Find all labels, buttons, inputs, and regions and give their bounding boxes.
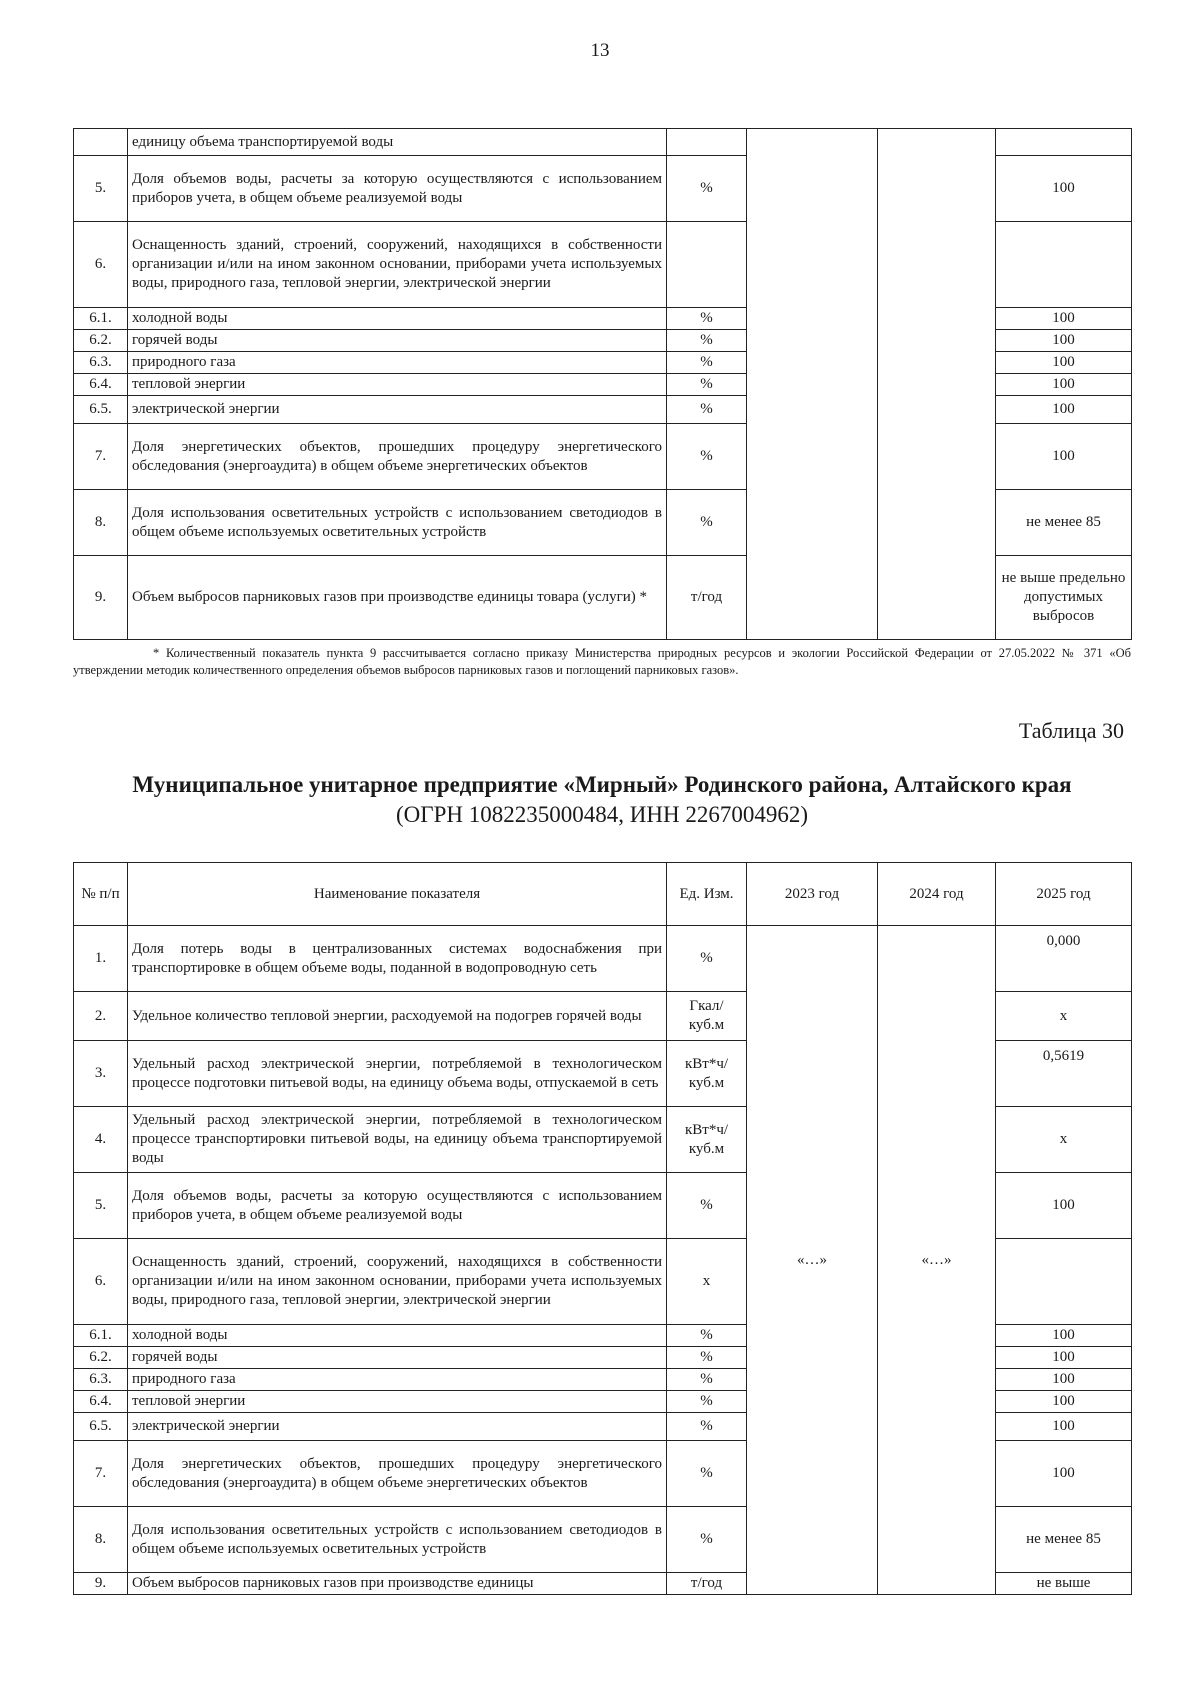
row-name: природного газа <box>128 1369 667 1391</box>
value-2025: 100 <box>996 1413 1132 1441</box>
row-unit: Гкал/ куб.м <box>667 992 747 1041</box>
row-number: 2. <box>74 992 128 1041</box>
row-unit: % <box>667 1441 747 1507</box>
row-unit: % <box>667 156 747 222</box>
row-unit: % <box>667 1507 747 1573</box>
value-2023-cell <box>747 129 878 640</box>
row-name: горячей воды <box>128 330 667 352</box>
row-unit: % <box>667 1347 747 1369</box>
row-unit: % <box>667 352 747 374</box>
organization-ids: (ОГРН 1082235000484, ИНН 2267004962) <box>396 802 808 827</box>
row-name: тепловой энергии <box>128 1391 667 1413</box>
row-unit: % <box>667 308 747 330</box>
value-2025: 0,5619 <box>996 1041 1132 1107</box>
value-2025: 100 <box>996 330 1132 352</box>
row-number: 6.2. <box>74 1347 128 1369</box>
row-unit: % <box>667 396 747 424</box>
row-unit <box>667 129 747 156</box>
value-2025: 100 <box>996 1325 1132 1347</box>
row-name: электрической энергии <box>128 1413 667 1441</box>
row-number: 7. <box>74 1441 128 1507</box>
row-unit: % <box>667 330 747 352</box>
row-number: 9. <box>74 556 128 640</box>
row-unit: % <box>667 374 747 396</box>
row-number: 7. <box>74 424 128 490</box>
row-unit: % <box>667 1391 747 1413</box>
row-unit <box>667 222 747 308</box>
value-2024-merged: «…» <box>878 926 996 1595</box>
row-number <box>74 129 128 156</box>
row-number: 3. <box>74 1041 128 1107</box>
row-name: холодной воды <box>128 1325 667 1347</box>
row-number: 1. <box>74 926 128 992</box>
value-2025: 100 <box>996 1441 1132 1507</box>
table-header-row <box>74 863 1132 926</box>
row-unit: % <box>667 490 747 556</box>
value-2025: 100 <box>996 1347 1132 1369</box>
row-name: Оснащенность зданий, строений, сооружений, находящихся в собственности организации и/или на ином законном основании, приборами учета используемых воды, природного газа, тепловой энергии, электрической энергии <box>128 1239 667 1325</box>
header-2024: 2024 год <box>878 863 996 926</box>
row-number: 9. <box>74 1573 128 1595</box>
row-number: 6.4. <box>74 1391 128 1413</box>
value-2025: 100 <box>996 156 1132 222</box>
row-number: 8. <box>74 490 128 556</box>
table-caption: Таблица 30 <box>1018 718 1124 743</box>
indicators-table-30 <box>73 862 1132 1595</box>
value-2025: 100 <box>996 1173 1132 1239</box>
row-unit: % <box>667 1369 747 1391</box>
row-unit: % <box>667 1325 747 1347</box>
value-2025: 100 <box>996 424 1132 490</box>
row-name: Доля потерь воды в централизованных системах водоснабжения при транспортировке в общем объеме воды, поданной в водопроводную сеть <box>128 926 667 992</box>
row-unit: т/год <box>667 556 747 640</box>
table-row <box>74 926 1132 992</box>
header-2023: 2023 год <box>747 863 878 926</box>
table-row <box>74 129 1132 156</box>
row-number: 6.1. <box>74 1325 128 1347</box>
row-number: 6.5. <box>74 1413 128 1441</box>
value-2025: 100 <box>996 1369 1132 1391</box>
row-name: тепловой энергии <box>128 374 667 396</box>
row-number: 5. <box>74 156 128 222</box>
row-name: электрической энергии <box>128 396 667 424</box>
row-name: природного газа <box>128 352 667 374</box>
row-number: 8. <box>74 1507 128 1573</box>
value-2025 <box>996 129 1132 156</box>
indicators-table-continued <box>73 128 1132 640</box>
row-number: 6.3. <box>74 352 128 374</box>
row-name: Доля объемов воды, расчеты за которую осуществляются с использованием приборов учета, в общем объеме реализуемой воды <box>128 156 667 222</box>
footnote: * Количественный показатель пункта 9 рассчитывается согласно приказу Министерства природных ресурсов и экологии Российской Федерации от 27.05.2022 № 371 «Об утверждении методик количественного определения объемов выбросов парниковых газов и поглощений парниковых газов». <box>73 646 1131 677</box>
value-2023-merged: «…» <box>747 926 878 1595</box>
row-unit: % <box>667 1413 747 1441</box>
row-name: горячей воды <box>128 1347 667 1369</box>
row-name: Объем выбросов парниковых газов при производстве единицы товара (услуги) * <box>128 556 667 640</box>
row-number: 6. <box>74 222 128 308</box>
row-name: Доля энергетических объектов, прошедших процедуру энергетического обследования (энергоаудита) в общем объеме энергетических объектов <box>128 424 667 490</box>
row-number: 6.3. <box>74 1369 128 1391</box>
header-num: № п/п <box>74 863 128 926</box>
row-number: 6. <box>74 1239 128 1325</box>
value-2025: не выше <box>996 1573 1132 1595</box>
row-unit: % <box>667 926 747 992</box>
row-name: Удельный расход электрической энергии, потребляемой в технологическом процессе подготовки питьевой воды, на единицу объема воды, отпускаемой в сеть <box>128 1041 667 1107</box>
row-unit: % <box>667 1173 747 1239</box>
value-2024-cell <box>878 129 996 640</box>
header-unit: Ед. Изм. <box>667 863 747 926</box>
value-2025: 100 <box>996 1391 1132 1413</box>
row-name: Доля использования осветительных устройств с использованием светодиодов в общем объеме используемых осветительных устройств <box>128 490 667 556</box>
row-unit: % <box>667 424 747 490</box>
row-name: Удельный расход электрической энергии, потребляемой в технологическом процессе транспортировки питьевой воды, на единицу объема транспортируемой воды <box>128 1107 667 1173</box>
organization-name: Муниципальное унитарное предприятие «Мирный» Родинского района, Алтайского края <box>132 772 1072 797</box>
page-number: 13 <box>590 40 610 61</box>
row-name: Доля энергетических объектов, прошедших процедуру энергетического обследования (энергоаудита) в общем объеме энергетических объектов <box>128 1441 667 1507</box>
row-name: Доля объемов воды, расчеты за которую осуществляются с использованием приборов учета, в общем объеме реализуемой воды <box>128 1173 667 1239</box>
row-unit: т/год <box>667 1573 747 1595</box>
value-2025: не выше предельно допустимых выбросов <box>996 556 1132 640</box>
value-2025 <box>996 222 1132 308</box>
row-name: Объем выбросов парниковых газов при производстве единицы <box>128 1573 667 1595</box>
value-2025: 100 <box>996 352 1132 374</box>
value-2025: 0,000 <box>996 926 1132 992</box>
organization-title <box>73 770 1131 830</box>
row-unit: кВт*ч/ куб.м <box>667 1107 747 1173</box>
header-2025: 2025 год <box>996 863 1132 926</box>
row-number: 6.5. <box>74 396 128 424</box>
value-2025: х <box>996 992 1132 1041</box>
row-name: Оснащенность зданий, строений, сооружений, находящихся в собственности организации и/или на ином законном основании, приборами учета используемых воды, природного газа, тепловой энергии, электрической энергии <box>128 222 667 308</box>
row-number: 5. <box>74 1173 128 1239</box>
value-2025: 100 <box>996 374 1132 396</box>
row-name: холодной воды <box>128 308 667 330</box>
row-number: 6.4. <box>74 374 128 396</box>
row-number: 4. <box>74 1107 128 1173</box>
row-number: 6.2. <box>74 330 128 352</box>
row-unit: х <box>667 1239 747 1325</box>
header-name: Наименование показателя <box>128 863 667 926</box>
value-2025: 100 <box>996 308 1132 330</box>
row-name: единицу объема транспортируемой воды <box>128 129 667 156</box>
row-unit: кВт*ч/ куб.м <box>667 1041 747 1107</box>
row-number: 6.1. <box>74 308 128 330</box>
value-2025: не менее 85 <box>996 1507 1132 1573</box>
row-name: Удельное количество тепловой энергии, расходуемой на подогрев горячей воды <box>128 992 667 1041</box>
row-name: Доля использования осветительных устройств с использованием светодиодов в общем объеме используемых осветительных устройств <box>128 1507 667 1573</box>
value-2025: х <box>996 1107 1132 1173</box>
value-2025: не менее 85 <box>996 490 1132 556</box>
value-2025 <box>996 1239 1132 1325</box>
value-2025: 100 <box>996 396 1132 424</box>
